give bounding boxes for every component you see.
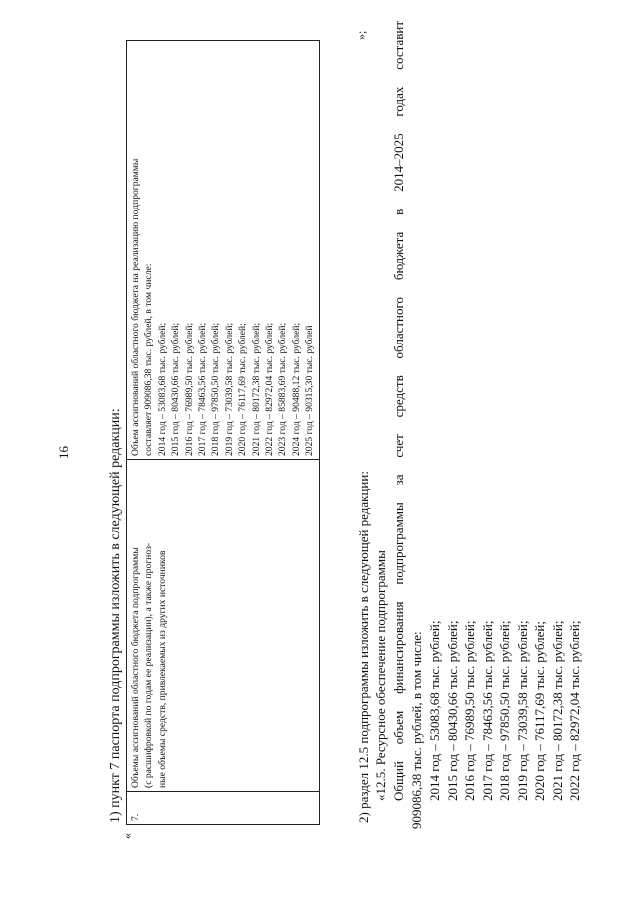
row-name-line: Объемы ассигнований областного бюджета подпрограммы <box>130 547 141 788</box>
row-content-cell <box>127 41 320 460</box>
content-year-line: 2023 год – 85883,69 тыс. рублей; <box>277 322 289 456</box>
year-line: 2017 год – 78463,56 тыс. рублей; <box>479 620 495 801</box>
content-year-line: 2018 год – 97850,50 тыс. рублей; <box>210 322 222 456</box>
passport-table <box>126 40 320 825</box>
item1-heading: 1) пункт 7 паспорта подпрограммы изложить в следующей редакции: <box>108 408 123 823</box>
row-name-cell <box>127 460 320 792</box>
year-line: 2016 год – 76989,50 тыс. рублей; <box>462 620 477 801</box>
year-line: 2021 год – 80172,38 тыс. рублей; <box>549 620 565 801</box>
paragraph-first-line: Общий объем финансирования подпрограммы за счет средств областного бюджета в 2014–2025 годах составит <box>391 21 406 801</box>
years-list <box>426 621 584 801</box>
item2-heading: 2) раздел 12.5 подпрограммы изложить в следующей редакции: <box>356 471 371 823</box>
row-name-line: (с расшифровкой по годам ее реализации), а также прогноз- <box>143 542 155 788</box>
year-line: 2015 год – 80430,66 тыс. рублей; <box>444 620 460 801</box>
content-year-line: 2025 год – 90315,30 тыс. рублей <box>304 325 316 456</box>
content-intro-line: Объем ассигнований областного бюджета на реализацию подпрограммы <box>130 158 141 456</box>
content-year-line: 2015 год – 80430,66 тыс. рублей; <box>170 322 182 456</box>
close-quote-mark: »; <box>354 30 368 40</box>
paragraph-continuation: 909086,38 тыс. рублей, в том числе: <box>409 631 424 829</box>
content-year-line: 2024 год – 90488,12 тыс. рублей; <box>290 322 302 456</box>
year-line: 2014 год – 53083,68 тыс. рублей; <box>427 620 442 801</box>
year-line: 2022 год – 82972,04 тыс. рублей; <box>567 620 582 801</box>
open-quote-mark: « <box>120 833 134 839</box>
content-year-line: 2016 год – 76989,50 тыс. рублей; <box>183 322 195 456</box>
year-line: 2020 год – 76117,69 тыс. рублей; <box>532 621 547 801</box>
year-line: 2018 год – 97850,50 тыс. рублей; <box>497 620 512 801</box>
page-number: 16 <box>56 446 71 459</box>
row-number: 7. <box>127 792 320 825</box>
content-year-line: 2020 год – 76117,69 тыс. рублей; <box>237 323 249 456</box>
content-year-line: 2017 год – 78463,56 тыс. рублей; <box>197 322 209 456</box>
content-year-line: 2022 год – 82972,04 тыс. рублей; <box>264 322 276 456</box>
content-year-line: 2019 год – 73039,58 тыс. рублей; <box>223 322 235 456</box>
passport-row <box>127 41 320 825</box>
section-heading: «12.5. Ресурсное обеспечение подпрограммы <box>373 550 388 801</box>
content-year-line: 2014 год – 53083,68 тыс. рублей; <box>156 322 168 456</box>
content-intro-line: составляет 909086,38 тыс. рублей, в том числе: <box>143 263 155 456</box>
content-year-line: 2021 год – 80172,38 тыс. рублей; <box>250 322 262 456</box>
row-name-line: ные объемы средств, привлекаемых из других источников <box>156 550 168 788</box>
year-line: 2019 год – 73039,58 тыс. рублей; <box>514 620 530 801</box>
